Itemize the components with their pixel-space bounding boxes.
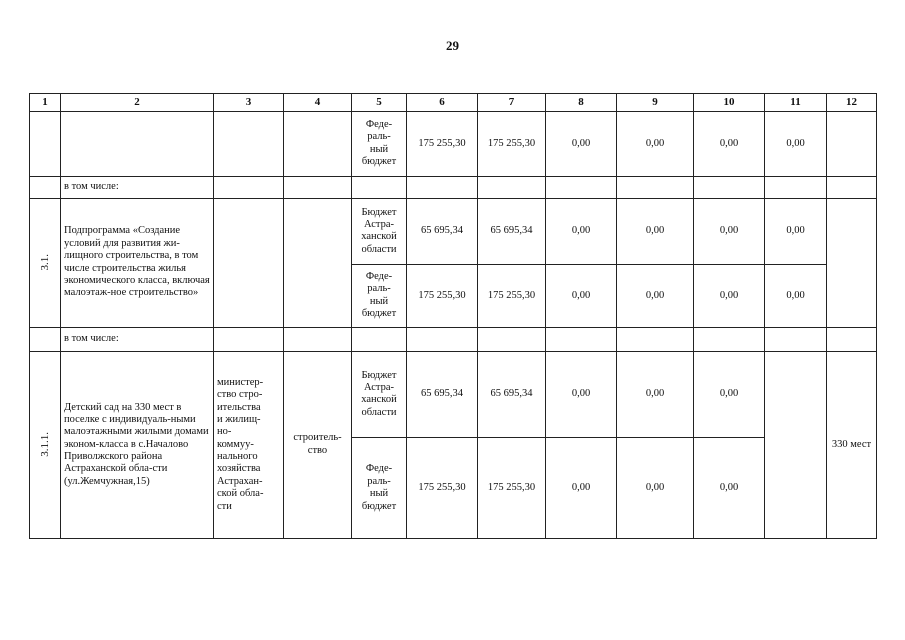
header-cell: 9 xyxy=(617,94,694,112)
value-cell: 0,00 xyxy=(546,438,617,539)
value-cell: 175 255,30 xyxy=(478,112,546,176)
activity-cell xyxy=(284,351,352,538)
including-label: в том числе: xyxy=(61,327,214,351)
funding-source-cell xyxy=(352,112,407,176)
header-cell: 12 xyxy=(827,94,877,112)
table-row xyxy=(30,351,877,438)
row-code: 3.1. xyxy=(38,254,51,271)
value-cell: 0,00 xyxy=(617,438,694,539)
header-cell: 6 xyxy=(407,94,478,112)
budget-table xyxy=(29,93,877,539)
value-cell: 0,00 xyxy=(765,198,827,264)
value-cell: 175 255,30 xyxy=(407,112,478,176)
table-row xyxy=(30,176,877,198)
funding-source: Феде- раль- ный бюджет xyxy=(361,119,397,168)
value-cell: 175 255,30 xyxy=(407,438,478,539)
funding-source: Бюджет Астра- ханской области xyxy=(361,369,397,418)
header-cell: 2 xyxy=(61,94,214,112)
project-name: Детский сад на 330 мест в поселке с индивидуаль-ными малоэтажными жилыми домами эконом-класса в с.Началово Приволжского района Астраханской обла-сти (ул.Жемчужная,15) xyxy=(61,351,214,538)
value-cell: 0,00 xyxy=(694,198,765,264)
value-cell: 65 695,34 xyxy=(478,198,546,264)
value-cell: 0,00 xyxy=(546,112,617,176)
value-cell: 0,00 xyxy=(765,265,827,327)
funding-source-cell xyxy=(352,351,407,438)
value-cell: 0,00 xyxy=(694,351,765,438)
value-cell: 0,00 xyxy=(617,265,694,327)
value-cell: 65 695,34 xyxy=(407,198,478,264)
funding-source: Феде- раль- ный бюджет xyxy=(361,271,397,320)
table-row xyxy=(30,198,877,264)
value-cell: 175 255,30 xyxy=(478,265,546,327)
value-cell: 0,00 xyxy=(617,198,694,264)
funding-source-cell xyxy=(352,438,407,539)
value-cell: 0,00 xyxy=(617,351,694,438)
table-row xyxy=(30,112,877,176)
header-cell: 3 xyxy=(214,94,284,112)
row-code-cell xyxy=(30,351,61,538)
value-cell: 0,00 xyxy=(546,265,617,327)
header-row xyxy=(30,94,877,112)
including-label: в том числе: xyxy=(61,176,214,198)
subprogram-name: Подпрограмма «Создание условий для развития жи-лищного строительства, в том числе строительства жилья экономического класса, включая малоэтаж-ное строительство» xyxy=(61,198,214,327)
header-cell: 4 xyxy=(284,94,352,112)
header-cell: 5 xyxy=(352,94,407,112)
value-cell: 0,00 xyxy=(694,265,765,327)
value-cell: 0,00 xyxy=(765,112,827,176)
value-cell: 175 255,30 xyxy=(407,265,478,327)
funding-source-cell xyxy=(352,265,407,327)
header-cell: 10 xyxy=(694,94,765,112)
funding-source: Феде- раль- ный бюджет xyxy=(361,463,397,512)
activity: строитель- ство xyxy=(293,432,342,456)
funding-source-cell xyxy=(352,198,407,264)
value-cell: 0,00 xyxy=(617,112,694,176)
value-cell: 0,00 xyxy=(546,351,617,438)
row-code-cell xyxy=(30,198,61,327)
executor: министер- ство стро- ительства и жилищ- но- коммуу- нального хозяйства Астрахан- ской обла- сти xyxy=(217,376,264,512)
value-cell: 0,00 xyxy=(546,198,617,264)
table-row xyxy=(30,327,877,351)
value-cell: 0,00 xyxy=(694,112,765,176)
row-code: 3.1.1. xyxy=(38,432,51,458)
page-number: 29 xyxy=(446,38,459,53)
header-cell: 7 xyxy=(478,94,546,112)
header-cell: 1 xyxy=(30,94,61,112)
value-cell: 0,00 xyxy=(694,438,765,539)
executor-cell xyxy=(214,351,284,538)
header-cell: 11 xyxy=(765,94,827,112)
result-cell: 330 мест xyxy=(827,351,877,538)
header-cell: 8 xyxy=(546,94,617,112)
value-cell: 175 255,30 xyxy=(478,438,546,539)
value-cell: 65 695,34 xyxy=(478,351,546,438)
value-cell: 65 695,34 xyxy=(407,351,478,438)
funding-source: Бюджет Астра- ханской области xyxy=(361,206,397,255)
